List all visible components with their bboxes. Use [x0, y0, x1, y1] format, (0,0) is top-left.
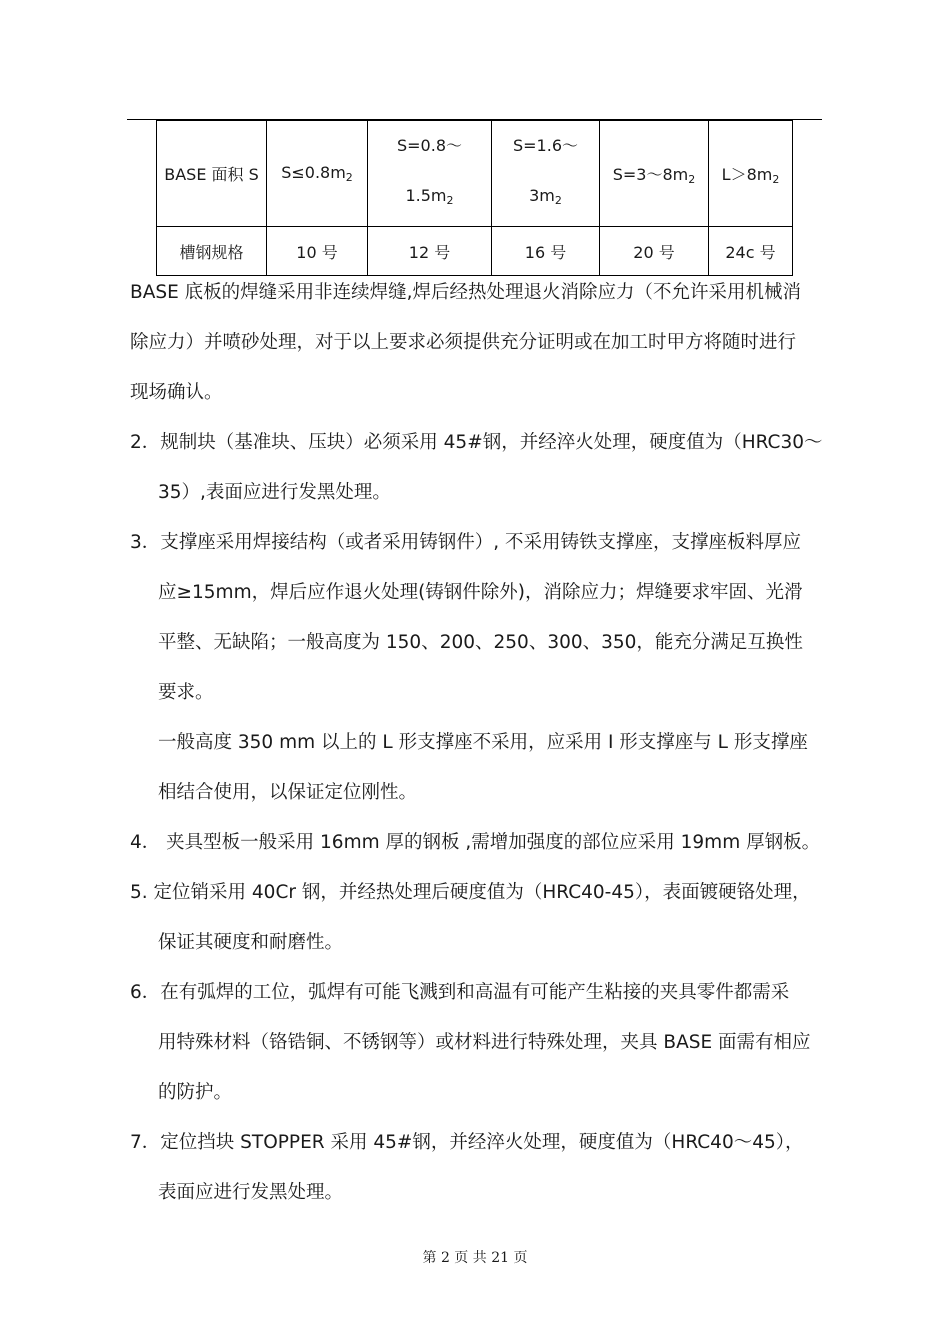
- table-cell: S=0.8～ $1.5m_2$: [368, 121, 492, 227]
- text-line: 保证其硬度和耐磨性。: [158, 932, 344, 953]
- table-cell: S=1.6～ $3m_2$: [492, 121, 600, 227]
- paragraph-item-6: [130, 968, 830, 1118]
- table-cell: $S\le 0.8m_2$: [267, 121, 368, 227]
- text-line: 5. 定位销采用 40Cr 钢，并经热处理后硬度值为（HRC40-45），表面镀硬铬处理，: [130, 882, 811, 903]
- text-line: 用特殊材料（铬锆铜、不锈钢等）或材料进行特殊处理，夹具 BASE 面需有相应: [158, 1032, 811, 1053]
- text-line: 应≥15mm，焊后应作退火处理(铸钢件除外)，消除应力；焊缝要求牢固、光滑: [158, 582, 803, 603]
- channel-steel-spec-table: [156, 120, 793, 276]
- text-line: 7．定位挡块 STOPPER 采用 45#钢，并经淬火处理，硬度值为（HRC40～45），: [130, 1132, 804, 1153]
- text-line: BASE 底板的焊缝采用非连续焊缝,焊后经热处理退火消除应力（不允许采用机械消: [130, 282, 802, 303]
- table-cell: 12 号: [368, 227, 492, 276]
- text-line: 表面应进行发黑处理。: [158, 1182, 344, 1203]
- text-line: 的防护。: [158, 1082, 233, 1103]
- paragraph-item-4: [130, 818, 830, 868]
- text-line: 35）,表面应进行发黑处理。: [158, 482, 391, 503]
- table-cell: $S=3\sim 8m_2$: [600, 121, 709, 227]
- text-line: 除应力）并喷砂处理，对于以上要求必须提供充分证明或在加工时甲方将随时进行: [130, 332, 797, 353]
- paragraph-item-7: [130, 1118, 830, 1218]
- text-line: 一般高度 350 mm 以上的 L 形支撑座不采用，应采用 I 形支撑座与 L 形支撑座: [158, 732, 808, 753]
- text-line: 相结合使用，以保证定位刚性。: [158, 782, 418, 803]
- table-cell: 24c 号: [709, 227, 793, 276]
- table-cell: $L>8m_2$: [709, 121, 793, 227]
- text-line: 3．支撑座采用焊接结构（或者采用铸钢件）, 不采用铸铁支撑座，支撑座板料厚应: [130, 532, 802, 553]
- text-line: 2．规制块（基准块、压块）必须采用 45#钢，并经淬火处理，硬度值为（HRC30～: [130, 432, 823, 453]
- paragraph-base-weld: [130, 268, 830, 418]
- table-cell: 槽钢规格: [157, 227, 267, 276]
- text-line: 要求。: [158, 682, 214, 703]
- text-line: 6．在有弧焊的工位，弧焊有可能飞溅到和高温有可能产生粘接的夹具零件都需采: [130, 982, 790, 1003]
- table-cell: 10 号: [267, 227, 368, 276]
- table-cell: BASE 面积 S: [157, 121, 267, 227]
- table-cell: 16 号: [492, 227, 600, 276]
- text-line: 4． 夹具型板一般采用 16mm 厚的钢板 ,需增加强度的部位应采用 19mm 厚钢板。: [130, 832, 821, 853]
- paragraph-item-3: [130, 518, 830, 818]
- page-footer: 第 2 页 共 21 页: [422, 1250, 528, 1266]
- paragraph-item-2: [130, 418, 830, 518]
- table-cell: 20 号: [600, 227, 709, 276]
- paragraph-item-5: [130, 868, 830, 968]
- text-line: 平整、无缺陷；一般高度为 150、200、250、300、350，能充分满足互换性: [158, 632, 803, 653]
- table-row: [157, 121, 793, 227]
- text-line: 现场确认。: [130, 382, 223, 403]
